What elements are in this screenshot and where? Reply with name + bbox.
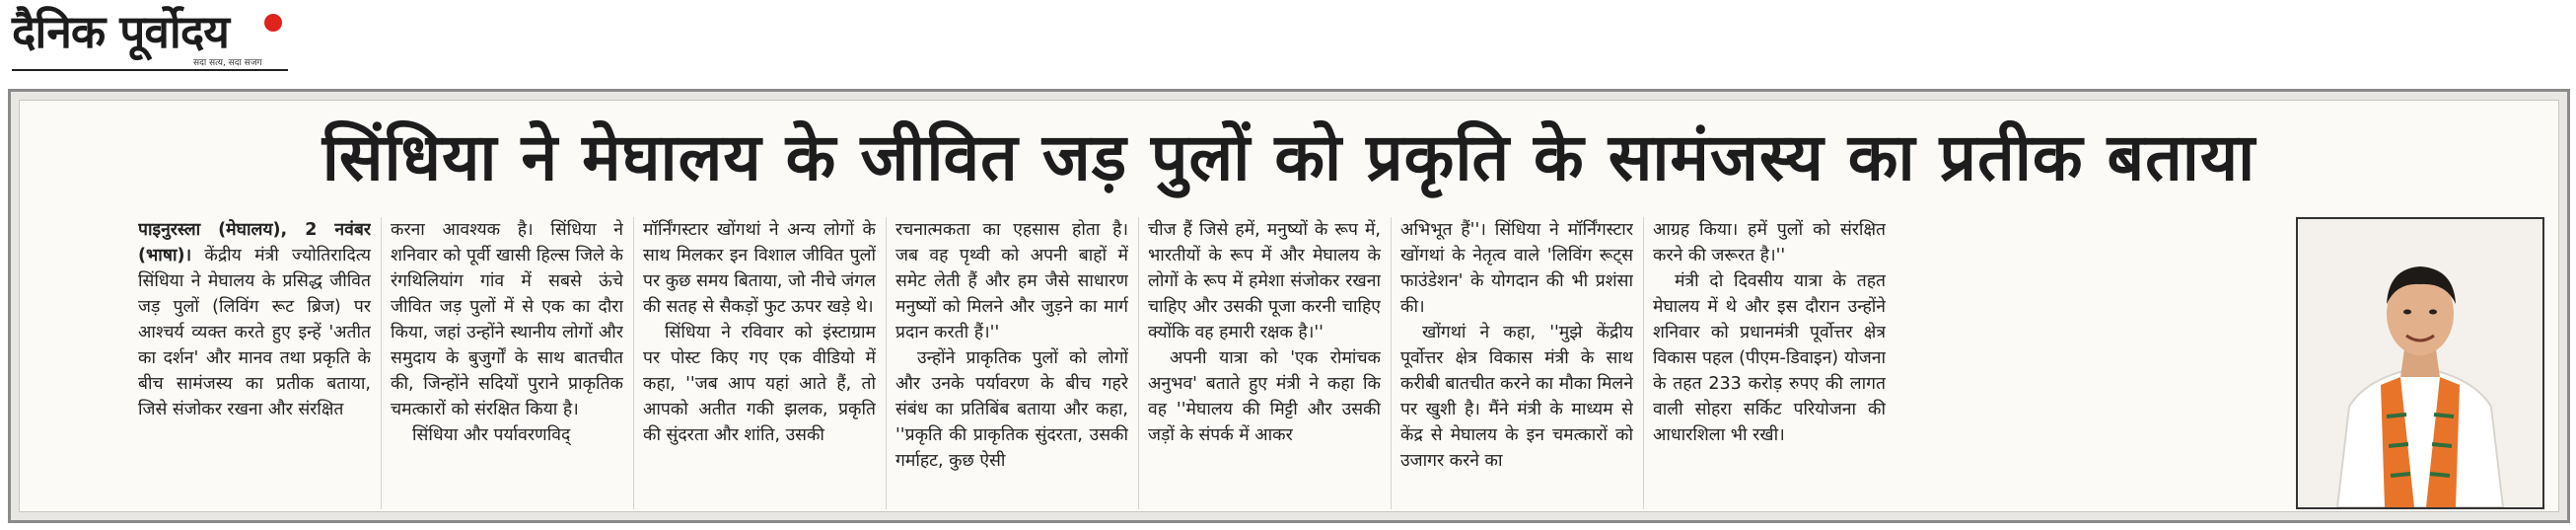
article-paper <box>19 100 2559 512</box>
article-paragraph: सिंधिया ने रविवार को इंस्टाग्राम पर पोस्ट किए गए एक वीडियो में कहा, ''जब आप यहां आते हैं, तो आपको अतीत गकी झलक, प्रकृति की सुंदरता और शांति, उसकी <box>643 323 876 445</box>
article-column-2 <box>391 217 623 513</box>
column-divider <box>886 217 887 509</box>
article-paragraph: अभिभूत हैं''। सिंधिया ने मॉर्निंगस्टार खोंगथां के नेतृत्व वाले 'लिविंग रूट्स फाउंडेशन' के योगदान की भी प्रशंसा की। <box>1400 220 1633 317</box>
article-paragraph: सिंधिया और पर्यावरणविद् <box>412 425 571 445</box>
minister-photo <box>2296 217 2544 509</box>
article-paragraph: चीज हैं जिसे हमें, मनुष्यों के रूप में, भारतीयों के रूप में और मेघालय के लोगों के रूप में हमेशा संजोकर रखना चाहिए और उसकी पूजा करनी चाहिए क्योंकि वह हमारी रक्षक है।'' <box>1148 220 1381 342</box>
article-paragraph: रचनात्मकता का एहसास होता है। जब वह पृथ्वी को अपनी बाहों में समेट लेती हैं और हम जैसे साधारण मनुष्यों को मिलने और जुड़ने का मार्ग प्रदान करती हैं।'' <box>895 220 1128 342</box>
newspaper-tagline: सदा सत्य, सदा सजग <box>193 58 262 68</box>
column-divider <box>381 217 382 509</box>
article-paragraph: मंत्री दो दिवसीय यात्रा के तहत मेघालय में थे और इस दौरान उन्होंने शनिवार को प्रधानमंत्री पूर्वोत्तर क्षेत्र विकास पहल (पीएम-डिवाइन) योजना के तहत 233 करोड़ रुपए की लागत वाली सोहरा सर्किट परियोजना की आधारशिला भी रखी। <box>1653 271 1886 445</box>
article-text: केंद्रीय मंत्री ज्योतिरादित्य सिंधिया ने मेघालय के प्रसिद्ध जीवित जड़ पुलों (लिविंग रूट ब्रिज) पर आश्चर्य व्यक्त करते हुए इन्हें 'अतीत का दर्शन' और मानव तथा प्रकृति के बीच सामंजस्य का प्रतीक बताया, जिसे संजोकर रखना और संरक्षित <box>138 246 371 419</box>
article-headline: सिंधिया ने मेघालय के जीवित जड़ पुलों को प्रकृति के सामंजस्य का प्रतीक बताया <box>322 119 2256 195</box>
newspaper-name: दैनिक पूर्वोदय <box>12 5 229 58</box>
article-paragraph: खोंगथां ने कहा, ''मुझे केंद्रीय पूर्वोत्तर क्षेत्र विकास मंत्री के साथ करीबी बातचीत करने का मौका मिलने पर खुशी है। मैंने मंत्री के माध्यम से केंद्र से मेघालय के इन चमत्कारों को उजागर करने का <box>1400 323 1633 471</box>
article-body <box>138 217 2544 513</box>
article-clipping <box>8 89 2570 523</box>
article-dateline: पाइनुरस्ला (मेघालय), 2 नवंबर (भाषा)। <box>138 220 371 265</box>
article-paragraph <box>138 217 371 422</box>
column-divider <box>633 217 634 509</box>
column-divider <box>1138 217 1139 509</box>
newspaper-masthead <box>6 4 302 75</box>
article-paragraph: उन्होंने प्राकृतिक पुलों को लोगों और उनके पर्यावरण के बीच गहरे संबंध का प्रतिबिंब बताया और कहा, ''प्रकृति की प्राकृतिक सुंदरता, उसकी गर्माहट, कुछ ऐसी <box>895 348 1128 471</box>
article-column-7 <box>1653 217 1886 513</box>
article-paragraph: अपनी यात्रा को 'एक रोमांचक अनुभव' बताते हुए मंत्री ने कहा कि वह ''मेघालय की मिट्टी और उसकी जड़ों के संपर्क में आकर <box>1148 348 1381 445</box>
article-column-6 <box>1400 217 1633 513</box>
column-divider <box>1643 217 1644 509</box>
article-column-5 <box>1148 217 1381 513</box>
column-divider <box>1391 217 1392 509</box>
article-paragraph: मॉर्निंगस्टार खोंगथां ने अन्य लोगों के साथ मिलकर इन विशाल जीवित पुलों पर कुछ समय बिताया, जो नीचे जंगल की सतह से सैकड़ों फुट ऊपर खड़े थे। <box>643 220 876 317</box>
article-column-3 <box>643 217 876 513</box>
masthead-logo-dot <box>264 14 282 32</box>
masthead-rule <box>12 69 288 71</box>
article-column-1 <box>138 217 371 513</box>
article-column-4 <box>895 217 1128 513</box>
article-paragraph: करना आवश्यक है। सिंधिया ने शनिवार को पूर्वी खासी हिल्स जिले के रंगथिलियांग गांव में सबसे ऊंचे जीवित जड़ पुलों में से एक का दौरा किया, जहां उन्होंने स्थानीय लोगों और समुदाय के बुजुर्गों के साथ बातचीत की, जिन्होंने सदियों पुराने प्राकृतिक चमत्कारों को संरक्षित किया है। <box>391 220 623 419</box>
portrait-icon <box>2298 219 2542 507</box>
article-paragraph: आग्रह किया। हमें पुलों को संरक्षित करने की जरूरत है।'' <box>1653 220 1886 265</box>
